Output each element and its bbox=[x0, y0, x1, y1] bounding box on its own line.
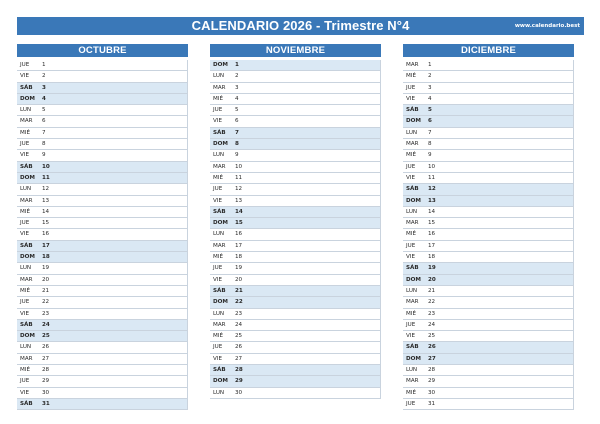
day-number: 3 bbox=[428, 84, 432, 91]
day-number: 24 bbox=[235, 321, 243, 328]
day-number: 1 bbox=[428, 62, 432, 68]
month-header: DICIEMBRE bbox=[403, 44, 574, 57]
day-number: 26 bbox=[235, 344, 243, 351]
day-row bbox=[17, 331, 188, 342]
day-row bbox=[403, 196, 574, 207]
day-row bbox=[210, 252, 381, 263]
day-row bbox=[403, 252, 574, 263]
weekday-label: MAR bbox=[213, 84, 226, 91]
day-number: 27 bbox=[428, 355, 436, 362]
day-row bbox=[210, 128, 381, 139]
day-row bbox=[210, 275, 381, 286]
weekday-label: DOM bbox=[406, 355, 421, 362]
month-header: NOVIEMBRE bbox=[210, 44, 381, 57]
day-number: 2 bbox=[235, 73, 239, 80]
weekday-label: JUE bbox=[20, 62, 30, 68]
weekday-label: SÁB bbox=[213, 129, 226, 136]
weekday-label: MIÉ bbox=[20, 208, 31, 215]
day-list bbox=[210, 60, 381, 399]
day-number: 9 bbox=[42, 152, 46, 159]
weekday-label: DOM bbox=[406, 197, 421, 204]
day-number: 25 bbox=[235, 333, 243, 340]
day-row bbox=[210, 331, 381, 342]
weekday-label: MIÉ bbox=[213, 174, 224, 181]
weekday-label: MAR bbox=[213, 242, 226, 249]
day-number: 20 bbox=[428, 276, 436, 283]
day-number: 24 bbox=[428, 321, 436, 328]
weekday-label: MAR bbox=[20, 197, 33, 204]
weekday-label: SÁB bbox=[20, 163, 33, 170]
title-banner bbox=[17, 17, 584, 35]
weekday-label: LUN bbox=[213, 310, 225, 317]
weekday-label: JUE bbox=[406, 163, 416, 170]
day-number: 11 bbox=[428, 174, 436, 181]
day-number: 26 bbox=[42, 344, 50, 351]
day-row bbox=[403, 83, 574, 94]
day-number: 29 bbox=[235, 378, 243, 385]
day-number: 29 bbox=[428, 378, 436, 385]
day-number: 18 bbox=[42, 254, 50, 261]
day-number: 6 bbox=[235, 118, 239, 125]
day-row bbox=[17, 365, 188, 376]
day-row bbox=[210, 297, 381, 308]
day-row bbox=[210, 286, 381, 297]
weekday-label: MIÉ bbox=[20, 129, 31, 136]
day-number: 30 bbox=[42, 389, 50, 396]
day-row bbox=[403, 150, 574, 161]
day-row bbox=[403, 399, 574, 410]
day-row bbox=[17, 275, 188, 286]
day-row bbox=[17, 320, 188, 331]
day-number: 19 bbox=[42, 265, 50, 272]
day-row bbox=[17, 388, 188, 399]
day-number: 9 bbox=[235, 152, 239, 159]
weekday-label: VIE bbox=[20, 73, 30, 80]
day-number: 23 bbox=[428, 310, 436, 317]
weekday-label: MIÉ bbox=[406, 152, 417, 159]
day-row bbox=[403, 365, 574, 376]
day-row bbox=[17, 196, 188, 207]
day-number: 10 bbox=[235, 163, 243, 170]
day-row bbox=[403, 105, 574, 116]
weekday-label: DOM bbox=[20, 95, 35, 102]
weekday-label: JUE bbox=[213, 107, 223, 114]
weekday-label: LUN bbox=[20, 186, 32, 193]
weekday-label: LUN bbox=[20, 107, 32, 114]
weekday-label: LUN bbox=[20, 344, 32, 351]
weekday-label: VIE bbox=[20, 231, 30, 238]
day-row bbox=[17, 162, 188, 173]
weekday-label: VIE bbox=[20, 310, 30, 317]
day-row bbox=[210, 365, 381, 376]
day-row bbox=[17, 376, 188, 387]
weekday-label: LUN bbox=[20, 265, 32, 272]
day-number: 8 bbox=[42, 141, 46, 148]
day-number: 21 bbox=[42, 287, 50, 294]
day-number: 27 bbox=[235, 355, 243, 362]
day-row bbox=[403, 71, 574, 82]
weekday-label: LUN bbox=[406, 367, 418, 374]
weekday-label: MAR bbox=[20, 355, 33, 362]
day-number: 6 bbox=[428, 118, 432, 125]
day-number: 12 bbox=[235, 186, 243, 193]
day-number: 31 bbox=[428, 400, 436, 407]
weekday-label: MAR bbox=[20, 276, 33, 283]
weekday-label: JUE bbox=[20, 378, 30, 385]
weekday-label: SÁB bbox=[20, 242, 33, 249]
day-row bbox=[210, 342, 381, 353]
day-number: 9 bbox=[428, 152, 432, 159]
month-column-octubre bbox=[17, 44, 188, 410]
day-row bbox=[403, 116, 574, 127]
day-number: 16 bbox=[235, 231, 243, 238]
weekday-label: JUE bbox=[406, 84, 416, 91]
day-number: 11 bbox=[235, 174, 243, 181]
day-number: 5 bbox=[235, 107, 239, 114]
day-number: 17 bbox=[235, 242, 243, 249]
day-row bbox=[210, 116, 381, 127]
day-row bbox=[210, 388, 381, 399]
website-label: www.calendario.best bbox=[514, 23, 580, 29]
weekday-label: SÁB bbox=[406, 344, 419, 351]
day-row bbox=[403, 342, 574, 353]
day-row bbox=[17, 60, 188, 71]
day-row bbox=[403, 241, 574, 252]
day-number: 10 bbox=[42, 163, 50, 170]
day-number: 18 bbox=[235, 254, 243, 261]
day-row bbox=[403, 128, 574, 139]
day-number: 4 bbox=[42, 95, 46, 102]
day-row bbox=[17, 83, 188, 94]
weekday-label: LUN bbox=[213, 231, 225, 238]
day-number: 14 bbox=[235, 208, 243, 215]
weekday-label: SÁB bbox=[213, 367, 226, 374]
day-row bbox=[17, 252, 188, 263]
weekday-label: MAR bbox=[213, 163, 226, 170]
day-row bbox=[210, 207, 381, 218]
day-number: 3 bbox=[42, 84, 46, 91]
weekday-label: MIÉ bbox=[406, 389, 417, 396]
weekday-label: MIÉ bbox=[213, 95, 224, 102]
weekday-label: DOM bbox=[213, 220, 228, 227]
day-number: 1 bbox=[235, 62, 239, 68]
weekday-label: MAR bbox=[406, 62, 419, 68]
day-row bbox=[403, 309, 574, 320]
month-header: OCTUBRE bbox=[17, 44, 188, 57]
weekday-label: DOM bbox=[406, 276, 421, 283]
weekday-label: MIÉ bbox=[406, 310, 417, 317]
day-number: 30 bbox=[428, 389, 436, 396]
weekday-label: LUN bbox=[406, 287, 418, 294]
day-row bbox=[17, 207, 188, 218]
weekday-label: LUN bbox=[213, 73, 225, 80]
weekday-label: MAR bbox=[406, 220, 419, 227]
day-number: 16 bbox=[428, 231, 436, 238]
day-row bbox=[17, 297, 188, 308]
day-number: 28 bbox=[428, 367, 436, 374]
weekday-label: JUE bbox=[213, 344, 223, 351]
day-row bbox=[17, 94, 188, 105]
weekday-label: JUE bbox=[213, 265, 223, 272]
day-number: 14 bbox=[428, 208, 436, 215]
weekday-label: DOM bbox=[213, 141, 228, 148]
day-number: 19 bbox=[428, 265, 436, 272]
day-row bbox=[17, 139, 188, 150]
day-row bbox=[403, 94, 574, 105]
day-row bbox=[210, 71, 381, 82]
day-number: 26 bbox=[428, 344, 436, 351]
day-row bbox=[403, 331, 574, 342]
day-number: 7 bbox=[42, 129, 46, 136]
day-number: 27 bbox=[42, 355, 50, 362]
weekday-label: VIE bbox=[20, 389, 30, 396]
weekday-label: MAR bbox=[213, 321, 226, 328]
page-title: CALENDARIO 2026 - Trimestre N°4 bbox=[191, 18, 410, 33]
month-column-noviembre bbox=[210, 44, 381, 399]
day-row bbox=[403, 139, 574, 150]
day-row bbox=[403, 376, 574, 387]
day-number: 8 bbox=[428, 141, 432, 148]
weekday-label: VIE bbox=[406, 254, 416, 261]
day-number: 17 bbox=[428, 242, 436, 249]
day-row bbox=[17, 71, 188, 82]
weekday-label: MAR bbox=[406, 299, 419, 306]
weekday-label: SÁB bbox=[406, 186, 419, 193]
weekday-label: MIÉ bbox=[20, 367, 31, 374]
day-row bbox=[210, 173, 381, 184]
day-number: 25 bbox=[428, 333, 436, 340]
day-row bbox=[17, 173, 188, 184]
weekday-label: JUE bbox=[406, 400, 416, 407]
day-number: 2 bbox=[42, 73, 46, 80]
weekday-label: MAR bbox=[20, 118, 33, 125]
day-row bbox=[210, 83, 381, 94]
weekday-label: VIE bbox=[406, 95, 416, 102]
day-row bbox=[17, 218, 188, 229]
day-number: 21 bbox=[428, 287, 436, 294]
day-row bbox=[403, 173, 574, 184]
weekday-label: DOM bbox=[20, 333, 35, 340]
day-row bbox=[210, 139, 381, 150]
weekday-label: LUN bbox=[406, 208, 418, 215]
weekday-label: MAR bbox=[406, 141, 419, 148]
day-row bbox=[403, 162, 574, 173]
day-number: 30 bbox=[235, 389, 243, 396]
day-number: 13 bbox=[235, 197, 243, 204]
day-row bbox=[17, 399, 188, 410]
day-number: 22 bbox=[235, 299, 243, 306]
day-row bbox=[403, 263, 574, 274]
weekday-label: JUE bbox=[213, 186, 223, 193]
day-number: 18 bbox=[428, 254, 436, 261]
weekday-label: MIÉ bbox=[406, 73, 417, 80]
day-row bbox=[403, 60, 574, 71]
weekday-label: LUN bbox=[213, 152, 225, 159]
day-number: 11 bbox=[42, 174, 50, 181]
day-number: 28 bbox=[42, 367, 50, 374]
day-number: 23 bbox=[235, 310, 243, 317]
weekday-label: VIE bbox=[213, 118, 223, 125]
weekday-label: DOM bbox=[213, 378, 228, 385]
day-row bbox=[17, 105, 188, 116]
day-number: 5 bbox=[428, 107, 432, 114]
day-row bbox=[17, 286, 188, 297]
weekday-label: SÁB bbox=[20, 400, 33, 407]
month-column-diciembre bbox=[403, 44, 574, 410]
day-row bbox=[210, 150, 381, 161]
day-number: 14 bbox=[42, 208, 50, 215]
weekday-label: VIE bbox=[406, 174, 416, 181]
weekday-label: MIÉ bbox=[20, 287, 31, 294]
day-number: 13 bbox=[428, 197, 436, 204]
day-row bbox=[403, 207, 574, 218]
day-list bbox=[403, 60, 574, 410]
day-row bbox=[403, 320, 574, 331]
weekday-label: MIÉ bbox=[406, 231, 417, 238]
day-number: 5 bbox=[42, 107, 46, 114]
day-number: 4 bbox=[235, 95, 239, 102]
day-number: 20 bbox=[235, 276, 243, 283]
day-number: 22 bbox=[42, 299, 50, 306]
day-row bbox=[17, 128, 188, 139]
day-number: 15 bbox=[428, 220, 436, 227]
day-number: 22 bbox=[428, 299, 436, 306]
day-number: 12 bbox=[42, 186, 50, 193]
day-number: 7 bbox=[428, 129, 432, 136]
weekday-label: VIE bbox=[213, 197, 223, 204]
day-number: 23 bbox=[42, 310, 50, 317]
day-number: 25 bbox=[42, 333, 50, 340]
day-number: 19 bbox=[235, 265, 243, 272]
day-number: 7 bbox=[235, 129, 239, 136]
weekday-label: SÁB bbox=[20, 321, 33, 328]
day-row bbox=[210, 60, 381, 71]
day-number: 24 bbox=[42, 321, 50, 328]
day-row bbox=[210, 184, 381, 195]
weekday-label: SÁB bbox=[406, 107, 419, 114]
day-row bbox=[403, 354, 574, 365]
day-row bbox=[210, 263, 381, 274]
day-row bbox=[17, 354, 188, 365]
day-row bbox=[210, 196, 381, 207]
weekday-label: MIÉ bbox=[213, 254, 224, 261]
day-number: 8 bbox=[235, 141, 239, 148]
day-row bbox=[403, 184, 574, 195]
day-row bbox=[210, 94, 381, 105]
day-row bbox=[403, 229, 574, 240]
day-number: 20 bbox=[42, 276, 50, 283]
day-row bbox=[210, 320, 381, 331]
day-number: 31 bbox=[42, 400, 50, 407]
day-number: 15 bbox=[42, 220, 50, 227]
day-row bbox=[403, 286, 574, 297]
day-number: 29 bbox=[42, 378, 50, 385]
weekday-label: JUE bbox=[406, 242, 416, 249]
day-row bbox=[17, 309, 188, 320]
weekday-label: VIE bbox=[20, 152, 30, 159]
day-row bbox=[403, 297, 574, 308]
weekday-label: LUN bbox=[213, 389, 225, 396]
day-row bbox=[210, 354, 381, 365]
day-row bbox=[210, 229, 381, 240]
day-number: 4 bbox=[428, 95, 432, 102]
weekday-label: SÁB bbox=[213, 208, 226, 215]
day-list bbox=[17, 60, 188, 410]
weekday-label: JUE bbox=[20, 141, 30, 148]
day-row bbox=[17, 263, 188, 274]
day-number: 12 bbox=[428, 186, 436, 193]
day-row bbox=[403, 388, 574, 399]
weekday-label: VIE bbox=[406, 333, 416, 340]
day-number: 13 bbox=[42, 197, 50, 204]
day-number: 17 bbox=[42, 242, 50, 249]
day-row bbox=[17, 184, 188, 195]
weekday-label: JUE bbox=[406, 321, 416, 328]
weekday-label: DOM bbox=[20, 254, 35, 261]
day-row bbox=[17, 342, 188, 353]
day-row bbox=[17, 241, 188, 252]
day-row bbox=[17, 116, 188, 127]
day-number: 21 bbox=[235, 287, 243, 294]
weekday-label: JUE bbox=[20, 299, 30, 306]
day-row bbox=[210, 241, 381, 252]
weekday-label: SÁB bbox=[406, 265, 419, 272]
day-row bbox=[210, 218, 381, 229]
day-row bbox=[403, 275, 574, 286]
day-row bbox=[210, 105, 381, 116]
day-number: 10 bbox=[428, 163, 436, 170]
weekday-label: DOM bbox=[213, 62, 228, 68]
weekday-label: MAR bbox=[406, 378, 419, 385]
weekday-label: JUE bbox=[20, 220, 30, 227]
weekday-label: VIE bbox=[213, 276, 223, 283]
weekday-label: SÁB bbox=[20, 84, 33, 91]
day-number: 2 bbox=[428, 73, 432, 80]
day-number: 15 bbox=[235, 220, 243, 227]
day-row bbox=[17, 150, 188, 161]
weekday-label: DOM bbox=[213, 299, 228, 306]
day-number: 6 bbox=[42, 118, 46, 125]
weekday-label: VIE bbox=[213, 355, 223, 362]
day-number: 16 bbox=[42, 231, 50, 238]
weekday-label: SÁB bbox=[213, 287, 226, 294]
day-row bbox=[210, 162, 381, 173]
weekday-label: LUN bbox=[406, 129, 418, 136]
day-number: 28 bbox=[235, 367, 243, 374]
day-number: 3 bbox=[235, 84, 239, 91]
weekday-label: DOM bbox=[406, 118, 421, 125]
weekday-label: DOM bbox=[20, 174, 35, 181]
day-row bbox=[17, 229, 188, 240]
day-row bbox=[210, 309, 381, 320]
day-number: 1 bbox=[42, 62, 46, 68]
weekday-label: MIÉ bbox=[213, 333, 224, 340]
day-row bbox=[403, 218, 574, 229]
day-row bbox=[210, 376, 381, 387]
